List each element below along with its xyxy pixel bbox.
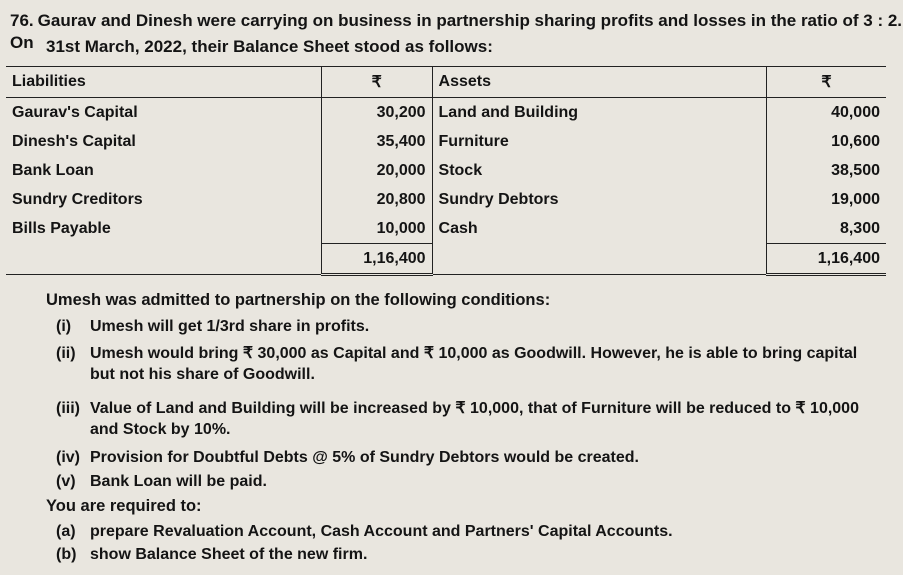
table-row: [6, 185, 886, 214]
balance-sheet-header-row: [6, 67, 886, 98]
liability-name: Bills Payable: [12, 219, 111, 237]
liabilities-header: Liabilities: [6, 67, 321, 98]
table-row: [6, 127, 886, 156]
asset-amount: 10,600: [766, 127, 886, 156]
liability-name: Bank Loan: [12, 161, 94, 179]
condition-number: (i): [56, 318, 72, 335]
assets-total: 1,16,400: [766, 244, 886, 275]
condition-text: Umesh will get 1/3rd share in profits.: [90, 318, 370, 335]
asset-name: Land and Building: [438, 103, 579, 121]
liability-amount: 20,000: [321, 156, 432, 185]
asset-name: Stock: [438, 161, 483, 179]
requirement-text: prepare Revaluation Account, Cash Account and Partners' Capital Accounts.: [90, 523, 673, 540]
requirement-text: show Balance Sheet of the new firm.: [90, 546, 368, 563]
condition-number: (v): [56, 473, 76, 490]
requirement-number: (b): [56, 546, 77, 563]
table-row: [6, 156, 886, 185]
condition-text: Provision for Doubtful Debts @ 5% of Sundry Debtors would be created.: [90, 449, 639, 466]
total-row-blank-left: [6, 244, 321, 275]
liability-name: Dinesh's Capital: [12, 132, 136, 150]
condition-number: (iii): [56, 400, 80, 417]
asset-name: Furniture: [438, 132, 509, 150]
total-row: [6, 244, 886, 275]
liability-amount: 20,800: [321, 185, 432, 214]
requirements-intro: You are required to:: [46, 497, 202, 515]
condition-text: Bank Loan will be paid.: [90, 473, 267, 490]
liabilities-total: 1,16,400: [321, 244, 432, 275]
asset-amount: 19,000: [766, 185, 886, 214]
liability-amount: 30,200: [321, 98, 432, 128]
question-text-line2: 31st March, 2022, their Balance Sheet stood as follows:: [46, 37, 493, 56]
asset-amount: 40,000: [766, 98, 886, 128]
table-row: [6, 98, 886, 128]
condition-item: [56, 471, 896, 492]
asset-amount: 8,300: [766, 214, 886, 244]
liabilities-amount-header: ₹: [321, 67, 432, 98]
liability-name: Gaurav's Capital: [12, 103, 138, 121]
condition-number: (iv): [56, 449, 80, 466]
requirement-number: (a): [56, 523, 76, 540]
assets-amount-header: ₹: [766, 67, 886, 98]
condition-text: Umesh would bring ₹ 30,000 as Capital and ₹ 10,000 as Goodwill. However, he is able to bring capital: [90, 345, 858, 362]
assets-header: Assets: [432, 67, 766, 98]
condition-number: (ii): [56, 345, 76, 362]
asset-amount: 38,500: [766, 156, 886, 185]
condition-text: Value of Land and Building will be increased by ₹ 10,000, that of Furniture will be reduced to ₹ 10,000: [90, 400, 859, 417]
conditions-intro: Umesh was admitted to partnership on the following conditions:: [46, 291, 551, 309]
asset-name: Sundry Debtors: [438, 190, 559, 208]
condition-item: [56, 447, 896, 468]
table-row: [6, 214, 886, 244]
requirement-item: [56, 523, 673, 541]
total-row-blank-right: [432, 244, 766, 275]
question-text-line1: Gaurav and Dinesh were carrying on business in partnership sharing profits and losses in the ratio of 3 : 2. On: [10, 11, 903, 52]
condition-text-continued: but not his share of Goodwill.: [90, 366, 315, 383]
liability-amount: 10,000: [321, 214, 432, 244]
requirement-item: [56, 546, 367, 564]
liability-amount: 35,400: [321, 127, 432, 156]
condition-item: [56, 316, 896, 337]
condition-item: [56, 343, 896, 385]
condition-text-continued: and Stock by 10%.: [90, 421, 231, 438]
balance-sheet-table: [6, 66, 886, 276]
liability-name: Sundry Creditors: [12, 190, 143, 208]
condition-item: [56, 398, 896, 440]
asset-name: Cash: [438, 219, 478, 237]
question-number: 76.: [10, 11, 34, 30]
